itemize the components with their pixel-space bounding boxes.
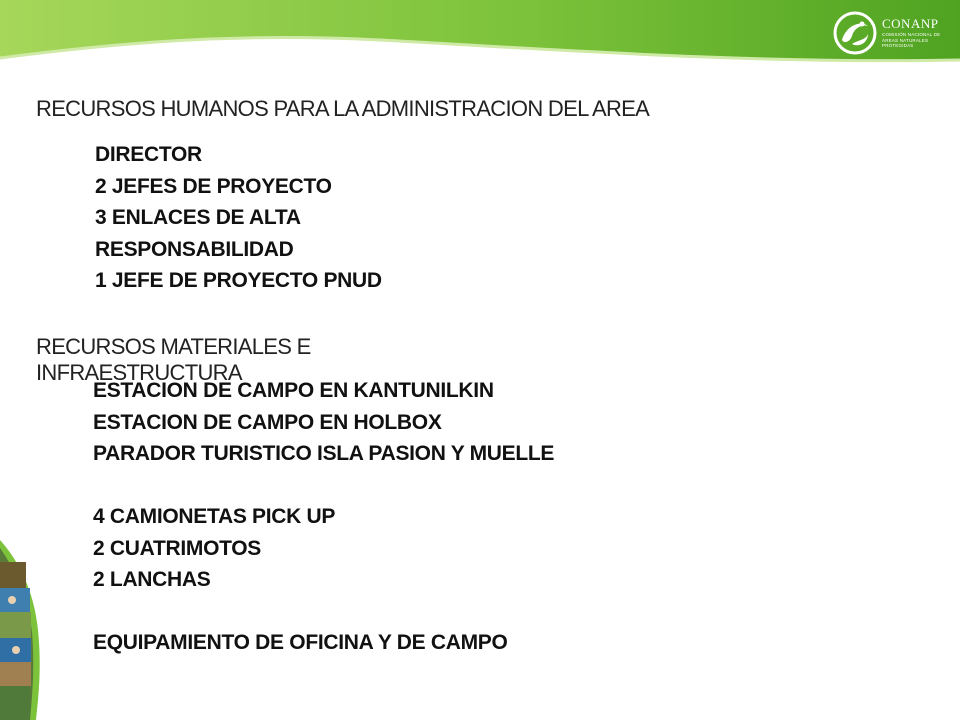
nature-photo-strip-icon <box>0 540 44 720</box>
list-item: ESTACION DE CAMPO EN HOLBOX <box>93 410 442 434</box>
list-item: 4 CAMIONETAS PICK UP <box>93 505 336 528</box>
brand-name: CONANP <box>882 16 939 32</box>
list-item: DIRECTOR <box>95 143 202 166</box>
materials-list <box>93 375 613 659</box>
human-resources-list <box>95 139 425 297</box>
conanp-logo <box>832 8 952 58</box>
list-item: 3 ENLACES DE ALTA RESPONSABILIDAD <box>95 206 300 261</box>
list-item: EQUIPAMIENTO DE OFICINA Y DE CAMPO <box>93 631 508 654</box>
header-band <box>0 0 960 80</box>
list-item: ESTACION DE CAMPO EN KANTUNILKIN <box>93 379 494 402</box>
materials-heading: RECURSOS MATERIALES E INFRAESTRUCTURA <box>36 334 311 385</box>
list-spacer <box>93 596 613 628</box>
conanp-logo-icon <box>832 10 878 56</box>
list-item: 1 JEFE DE PROYECTO PNUD <box>95 269 382 292</box>
brand-subtitle: COMISIÓN NACIONAL DE ÁREAS NATURALES PROTEGIDAS <box>882 32 941 49</box>
list-spacer <box>93 470 613 502</box>
list-item: 2 LANCHAS <box>93 568 211 591</box>
human-resources-heading: RECURSOS HUMANOS PARA LA ADMINISTRACION DEL AREA <box>36 96 650 121</box>
list-item: 2 CUATRIMOTOS <box>93 536 261 560</box>
list-item: PARADOR TURISTICO ISLA PASION Y MUELLE <box>93 442 555 465</box>
list-item: 2 JEFES DE PROYECTO <box>95 174 332 198</box>
